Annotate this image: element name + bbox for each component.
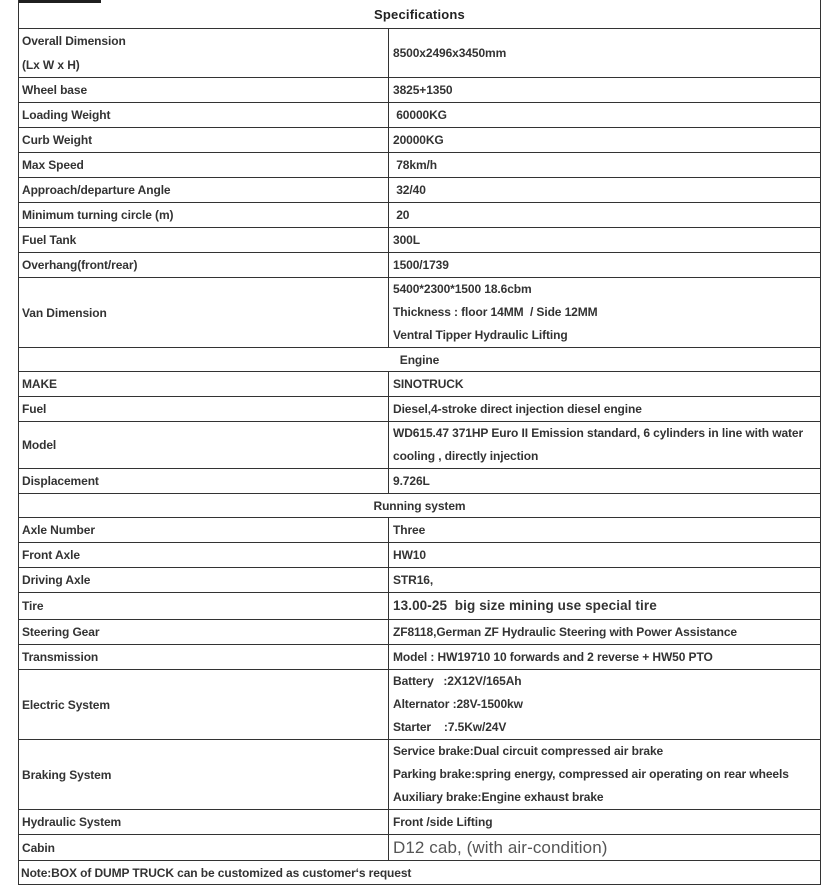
- spec-label-line: Van Dimension: [22, 305, 107, 320]
- section-header-label: Engine: [399, 352, 440, 367]
- spec-table-body: [19, 29, 820, 885]
- spec-label-line: Approach/departure Angle: [22, 183, 171, 197]
- spec-value-line: 13.00-25 big size mining use special tire: [393, 598, 657, 613]
- spec-value-line: 3825+1350: [393, 82, 453, 97]
- spec-value-hydraulic-system: [389, 810, 820, 834]
- spec-value-approach-departure-angle: [389, 178, 820, 202]
- spec-label-line: MAKE: [22, 377, 57, 391]
- spec-label-displacement: [19, 469, 389, 493]
- spec-label-model: [19, 422, 389, 468]
- spec-label-line: Driving Axle: [22, 573, 91, 587]
- spec-value-overall-dimension: [389, 29, 820, 77]
- spec-label-line: Max Speed: [22, 158, 84, 172]
- spec-row-front-axle: [19, 543, 820, 568]
- spec-label-braking-system: [19, 740, 389, 809]
- spec-label-line: Cabin: [22, 840, 55, 855]
- spec-row-minimum-turning-circle: [19, 203, 820, 228]
- spec-label-line: Electric System: [22, 697, 110, 712]
- spec-label-axle-number: [19, 518, 389, 542]
- spec-label-line: Front Axle: [22, 548, 80, 562]
- spec-label-line: Displacement: [22, 474, 99, 488]
- spec-value-line: cooling , directly injection: [393, 449, 539, 463]
- spec-row-model: [19, 422, 820, 469]
- spec-row-hydraulic-system: [19, 810, 820, 835]
- spec-value-line: 32/40: [393, 182, 426, 197]
- spec-label-transmission: [19, 645, 389, 669]
- spec-value-wheel-base: [389, 78, 820, 102]
- spec-value-line: 20: [393, 207, 410, 222]
- spec-value-line: 1500/1739: [393, 257, 449, 272]
- spec-row-tire: [19, 593, 820, 620]
- spec-label-cabin: [19, 835, 389, 860]
- spec-label-van-dimension: [19, 278, 389, 347]
- spec-label-minimum-turning-circle: [19, 203, 389, 227]
- spec-label-driving-axle: [19, 568, 389, 592]
- spec-row-fuel-tank: [19, 228, 820, 253]
- spec-value-line: 5400*2300*1500 18.6cbm: [393, 282, 532, 296]
- spec-label-line: (Lx W x H): [22, 58, 80, 72]
- table-title: Specifications: [19, 0, 820, 29]
- spec-row-overall-dimension: [19, 29, 820, 78]
- spec-row-axle-number: [19, 518, 820, 543]
- spec-label-line: Overall Dimension: [22, 34, 126, 48]
- note-text: Note:BOX of DUMP TRUCK can be customized as customer‘s request: [21, 865, 412, 880]
- spec-value-steering-gear: [389, 620, 820, 644]
- spec-label-curb-weight: [19, 128, 389, 152]
- spec-label-max-speed: [19, 153, 389, 177]
- spec-label-line: Fuel Tank: [22, 233, 77, 247]
- spec-value-line: Three: [393, 522, 426, 537]
- spec-row-overhang-front-rear: [19, 253, 820, 278]
- spec-value-line: Auxiliary brake:Engine exhaust brake: [393, 790, 604, 804]
- spec-value-line: 9.726L: [393, 473, 430, 488]
- spec-label-line: Hydraulic System: [22, 815, 122, 829]
- spec-row-wheel-base: [19, 78, 820, 103]
- spec-label-make: [19, 372, 389, 396]
- spec-value-axle-number: [389, 518, 820, 542]
- spec-value-line: Diesel,4-stroke direct injection diesel engine: [393, 401, 642, 416]
- spec-value-line: Ventral Tipper Hydraulic Lifting: [393, 328, 568, 342]
- spec-value-fuel: [389, 397, 820, 421]
- spec-value-line: WD615.47 371HP Euro II Emission standard, 6 cylinders in line with water: [393, 426, 804, 440]
- spec-value-line: 78km/h: [393, 157, 437, 172]
- spec-label-line: Transmission: [22, 650, 99, 664]
- spec-value-displacement: [389, 469, 820, 493]
- spec-value-line: Service brake:Dual circuit compressed air brake: [393, 744, 664, 758]
- spec-label-line: Tire: [22, 599, 44, 613]
- section-header-engine: [19, 348, 820, 372]
- spec-value-line: Model : HW19710 10 forwards and 2 reverse + HW50 PTO: [393, 649, 713, 664]
- spec-label-line: Braking System: [22, 767, 112, 782]
- specifications-table: [18, 0, 821, 885]
- spec-label-loading-weight: [19, 103, 389, 127]
- spec-label-line: Curb Weight: [22, 133, 93, 147]
- spec-value-line: STR16,: [393, 572, 434, 587]
- spec-value-line: 300L: [393, 232, 420, 247]
- spec-row-fuel: [19, 397, 820, 422]
- spec-value-overhang-front-rear: [389, 253, 820, 277]
- spec-value-line: SINOTRUCK: [393, 376, 464, 391]
- spec-value-line: D12 cab, (with air-condition): [393, 838, 608, 857]
- spec-label-steering-gear: [19, 620, 389, 644]
- spec-value-line: 20000KG: [393, 132, 444, 147]
- spec-row-approach-departure-angle: [19, 178, 820, 203]
- spec-row-transmission: [19, 645, 820, 670]
- spec-label-line: Wheel base: [22, 83, 88, 97]
- table-note: [19, 861, 820, 885]
- spec-value-transmission: [389, 645, 820, 669]
- spec-label-tire: [19, 593, 389, 619]
- spec-label-line: Fuel: [22, 402, 47, 416]
- spec-row-cabin: [19, 835, 820, 861]
- spec-value-line: 8500x2496x3450mm: [393, 45, 507, 60]
- spec-label-line: Steering Gear: [22, 625, 100, 639]
- spec-row-steering-gear: [19, 620, 820, 645]
- spec-label-wheel-base: [19, 78, 389, 102]
- spec-row-electric-system: [19, 670, 820, 740]
- spec-value-curb-weight: [389, 128, 820, 152]
- spec-value-line: Alternator :28V-1500kw: [393, 697, 523, 711]
- spec-label-line: Overhang(front/rear): [22, 258, 138, 272]
- spec-value-fuel-tank: [389, 228, 820, 252]
- spec-row-van-dimension: [19, 278, 820, 348]
- spec-label-front-axle: [19, 543, 389, 567]
- spec-row-braking-system: [19, 740, 820, 810]
- spec-label-line: Minimum turning circle (m): [22, 208, 174, 222]
- spec-value-front-axle: [389, 543, 820, 567]
- spec-value-line: Parking brake:spring energy, compressed air operating on rear wheels: [393, 767, 789, 781]
- spec-value-driving-axle: [389, 568, 820, 592]
- spec-label-line: Model: [22, 438, 57, 452]
- spec-value-line: 60000KG: [393, 107, 447, 122]
- spec-label-approach-departure-angle: [19, 178, 389, 202]
- spec-label-overhang-front-rear: [19, 253, 389, 277]
- spec-value-electric-system: [389, 670, 820, 739]
- spec-value-cabin: [389, 835, 820, 860]
- spec-value-tire: [389, 593, 820, 619]
- section-header-running-system: [19, 494, 820, 518]
- spec-row-loading-weight: [19, 103, 820, 128]
- spec-value-max-speed: [389, 153, 820, 177]
- spec-value-line: Battery :2X12V/165Ah: [393, 674, 522, 688]
- spec-label-hydraulic-system: [19, 810, 389, 834]
- spec-value-minimum-turning-circle: [389, 203, 820, 227]
- spec-row-curb-weight: [19, 128, 820, 153]
- spec-value-line: Starter :7.5Kw/24V: [393, 720, 507, 734]
- spec-value-model: [389, 422, 820, 468]
- spec-row-make: [19, 372, 820, 397]
- spec-value-line: HW10: [393, 547, 426, 562]
- spec-value-braking-system: [389, 740, 820, 809]
- spec-label-overall-dimension: [19, 29, 389, 77]
- spec-value-line: Thickness : floor 14MM / Side 12MM: [393, 305, 598, 319]
- spec-label-line: Loading Weight: [22, 108, 111, 122]
- spec-value-make: [389, 372, 820, 396]
- spec-row-driving-axle: [19, 568, 820, 593]
- spec-row-displacement: [19, 469, 820, 494]
- spec-row-max-speed: [19, 153, 820, 178]
- spec-label-fuel-tank: [19, 228, 389, 252]
- spec-label-line: Axle Number: [22, 523, 95, 537]
- spec-label-fuel: [19, 397, 389, 421]
- spec-label-electric-system: [19, 670, 389, 739]
- spec-value-line: Front /side Lifting: [393, 814, 493, 829]
- spec-value-line: ZF8118,German ZF Hydraulic Steering with Power Assistance: [393, 624, 737, 639]
- spec-value-loading-weight: [389, 103, 820, 127]
- spec-value-van-dimension: [389, 278, 820, 347]
- section-header-label: Running system: [373, 498, 466, 513]
